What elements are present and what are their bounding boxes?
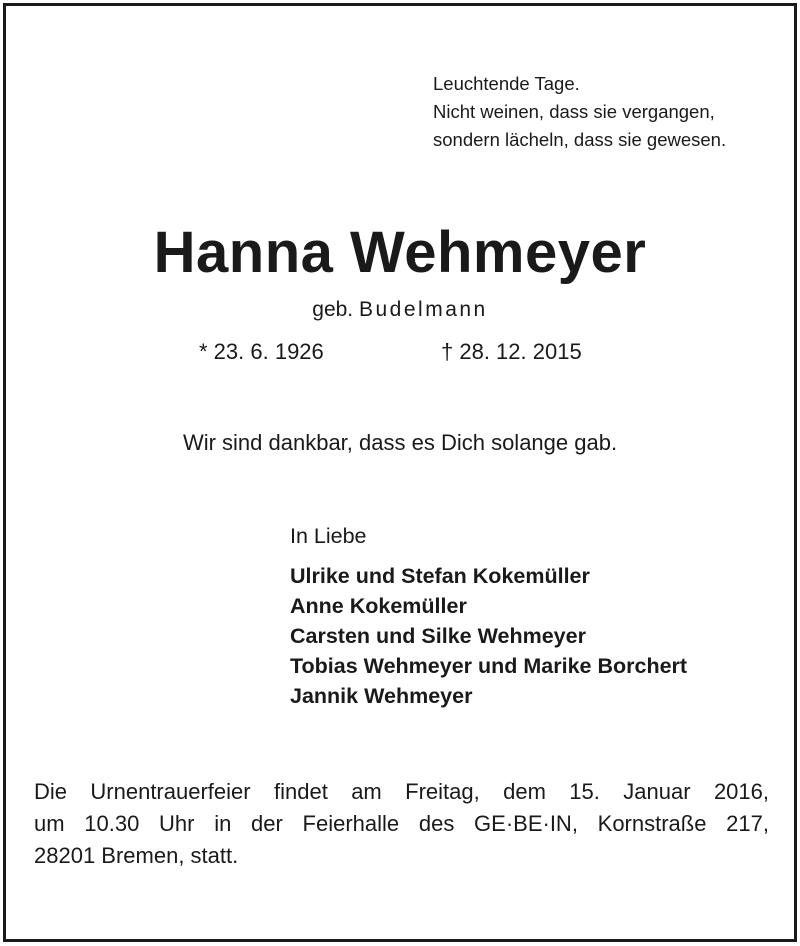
poem-line: Nicht weinen, dass sie vergangen,: [433, 101, 715, 122]
birth-date: * 23. 6. 1926: [199, 339, 324, 364]
funeral-line: 28201 Bremen, statt.: [34, 843, 239, 868]
funeral-line: um 10.30 Uhr in der Feierhalle des GE·BE·IN, Kornstraße 217,: [34, 811, 769, 836]
mourner-name: Ulrike und Stefan Kokemüller: [290, 564, 590, 588]
mourner-name: Anne Kokemüller: [290, 594, 467, 618]
funeral-line: Die Urnentrauerfeier findet am Freitag, dem 15. Januar 2016,: [34, 779, 769, 804]
poem-line: Leuchtende Tage.: [433, 73, 580, 94]
maiden-prefix: geb.: [312, 298, 354, 321]
poem-line: sondern lächeln, dass sie gewesen.: [433, 129, 727, 150]
deceased-name: Hanna Wehmeyer: [153, 220, 647, 285]
mourner-name: Jannik Wehmeyer: [290, 684, 473, 708]
poem-quote: [433, 70, 726, 154]
maiden-name: [0, 296, 800, 324]
mourners-intro: In Liebe: [290, 524, 367, 548]
mourner-name: Tobias Wehmeyer und Marike Borchert: [290, 654, 688, 678]
gratitude-statement: Wir sind dankbar, dass es Dich solange gab.: [182, 430, 618, 455]
mourners-list: [290, 561, 687, 711]
mourner-name: Carsten und Silke Wehmeyer: [290, 624, 586, 648]
funeral-announcement: [34, 776, 769, 872]
death-date: † 28. 12. 2015: [441, 339, 582, 364]
maiden-surname: Budelmann: [358, 298, 488, 321]
